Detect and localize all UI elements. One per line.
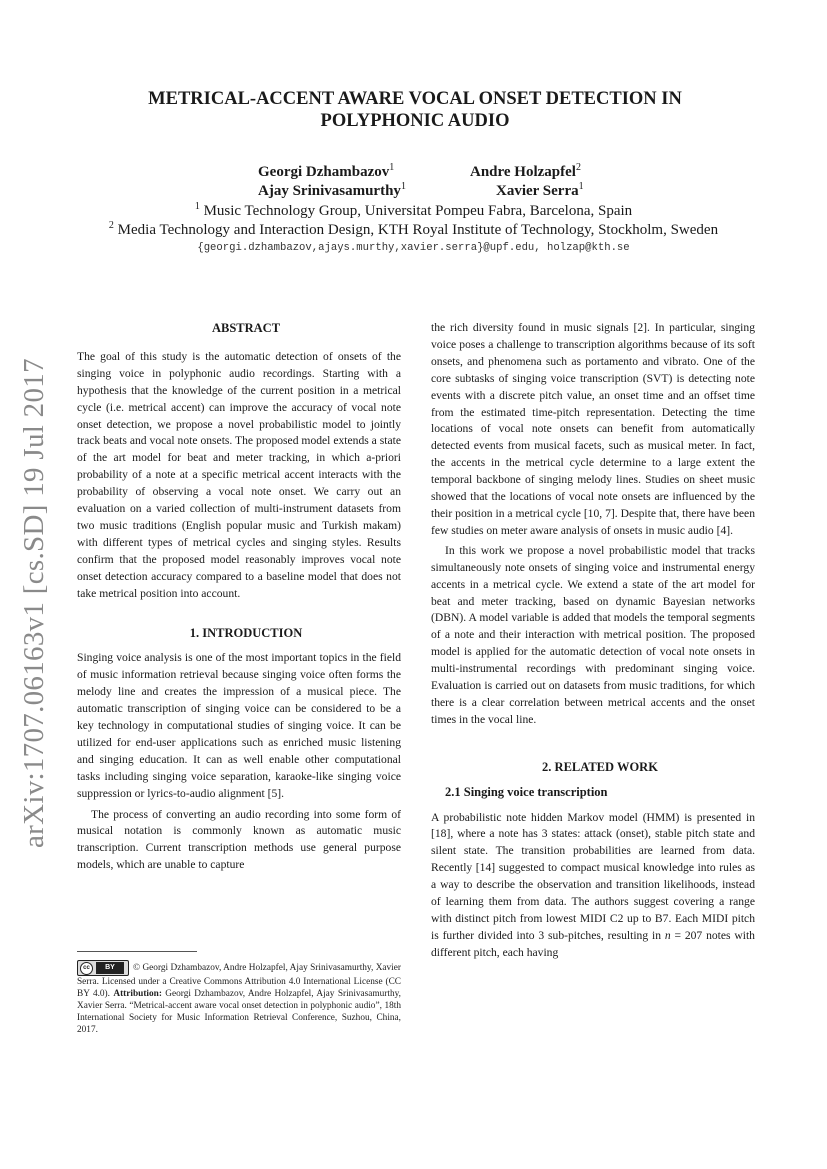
paragraph: The process of converting an audio recording into some form of musical notation is commonly known as automatic music transcription. Current transcription methods use general purpose models, which are unable to capture	[77, 807, 401, 872]
cc-icon: cc	[80, 962, 93, 975]
paragraph: In this work we propose a novel probabilistic model that tracks simultaneously note onsets of singing voice and instrumental energy accents in a metrical cycle. We extend a state of the art model for beat and meter tracking, based on dynamic Bayesian networks (DBN). A model variable is added that models the temporal segments of a note and their interaction with metrical position. The proposed model is applied for the automatic detection of vocal note onsets in multi-instrumental recordings with predominant singing voice. Evaluation is carried out on datasets from music traditions, for which there is a clear correlation between metrical accents and the onset times in the vocal line.	[431, 543, 755, 726]
creative-commons-badge	[77, 960, 129, 976]
affiliation: $^2$ Media Technology and Interaction Design, KTH Royal Institute of Technology, Stockholm, Sweden	[108, 220, 719, 238]
author-name: Andre Holzapfel$^2$	[470, 162, 581, 180]
right-column	[431, 320, 755, 962]
author-name: Georgi Dzhambazov$^1$	[258, 162, 395, 180]
paragraph: A probabilistic note hidden Markov model (HMM) is presented in [18], where a note has 3 states: attack (onset), stable pitch state and silent state. The transition probabilities are learned from data. Recently [14] suggested to compact musical knowledge into rules as a way to describe the observation and transition likelihoods, instead of learning them from data. The authors suggest covering a range with distinct pitch from lowest MIDI C2 up to B7. Each MIDI pitch is further divided into 3 sub-pitches, resulting in n = 207 notes with different pitch, each having	[431, 810, 755, 959]
paper-title: METRICAL-ACCENT AWARE VOCAL ONSET DETECTION IN POLYPHONIC AUDIO	[148, 89, 682, 131]
author-name: Xavier Serra$^1$	[496, 181, 584, 199]
author-emails: {georgi.dzhambazov,ajays.murthy,xavier.serra}@upf.edu, holzap@kth.se	[197, 242, 630, 254]
related-work-heading: 2. RELATED WORK	[542, 759, 658, 774]
author-name: Ajay Srinivasamurthy$^1$	[258, 181, 406, 199]
license-footnote: cc BY © Georgi Dzhambazov, Andre Holzapfel, Ajay Srinivasamurthy, Xavier Serra. Licensed under a Creative Commons Attribution 4.0 International License (CC BY 4.0). Attribution: Georgi Dzhambazov, Andre Holzapfel, Ajay Srinivasamurthy, Xavier Serra. “Metrical-accent aware vocal onset detection in polyphonic audio”, 18th International Society for Music Information Retrieval Conference, Suzhou, China, 2017.	[77, 960, 401, 1036]
affiliation: $^1$ Music Technology Group, Universitat Pompeu Fabra, Barcelona, Spain	[194, 201, 633, 219]
subsection-heading: 2.1 Singing voice transcription	[445, 784, 608, 799]
footnote-rule	[77, 951, 197, 952]
abstract-heading: ABSTRACT	[211, 321, 281, 335]
left-column	[77, 320, 401, 874]
paragraph: Singing voice analysis is one of the most important topics in the field of music information retrieval because singing voice often forms the melody line and creates the impression of a musical piece. The automatic transcription of singing voice can be considered to be a key technology in computational studies of singing voice. It can be utilized for end-user applications such as enriched music listening and singing education. It can as well enable other computational tasks including singing voice separation, karaoke-like singing voice suppression or lyrics-to-audio alignment [5].	[77, 651, 401, 800]
by-icon: BY	[96, 962, 124, 974]
arxiv-stamp: arXiv:1707.06163v1 [cs.SD] 19 Jul 2017	[18, 358, 50, 848]
abstract-text: The goal of this study is the automatic detection of onsets of the singing voice in polyphonic audio recordings. Starting with a hypothesis that the knowledge of the current position in a metrical cycle (i.e. metrical accent) can improve the accuracy of vocal note onset detection, we propose a novel probabilistic model to jointly track beats and vocal note onsets. The proposed model extends a state of the art model for beat and meter tracking, in which a-priori probability of a note at a specific metrical accent interacts with the probability of observing a vocal note onset. We carry out an evaluation on a varied collection of multi-instrument datasets from two music traditions (English popular music and Turkish makam) with different types of metrical cycles and singing styles. Results confirm that the proposed model reasonably improves vocal note onset detection accuracy compared to a baseline model that does not take metrical position into account.	[77, 349, 401, 600]
paragraph: the rich diversity found in music signals [2]. In particular, singing voice poses a challenge to transcription algorithms because of its soft onsets, and phenomena such as portamento and vibrato. One of the core subtasks of singing voice transcription (SVT) is detecting note events with a discrete pitch value, an onset time and an offset time from the estimated time-pitch representation. Detecting the time locations of vocal note onsets can benefit from automatically detected events from musical facets, such as musical meter. In fact, the accents in the metrical cycle determine to a large extent the temporal backbone of singing melody lines. Studies on sheet music showed that the locations of vocal note onsets are influenced by the their position in a metrical cycle [10, 7]. Despite that, there have been few studies on meter aware analysis of onsets in music audio [4].	[431, 321, 755, 537]
introduction-heading: 1. INTRODUCTION	[189, 625, 303, 640]
